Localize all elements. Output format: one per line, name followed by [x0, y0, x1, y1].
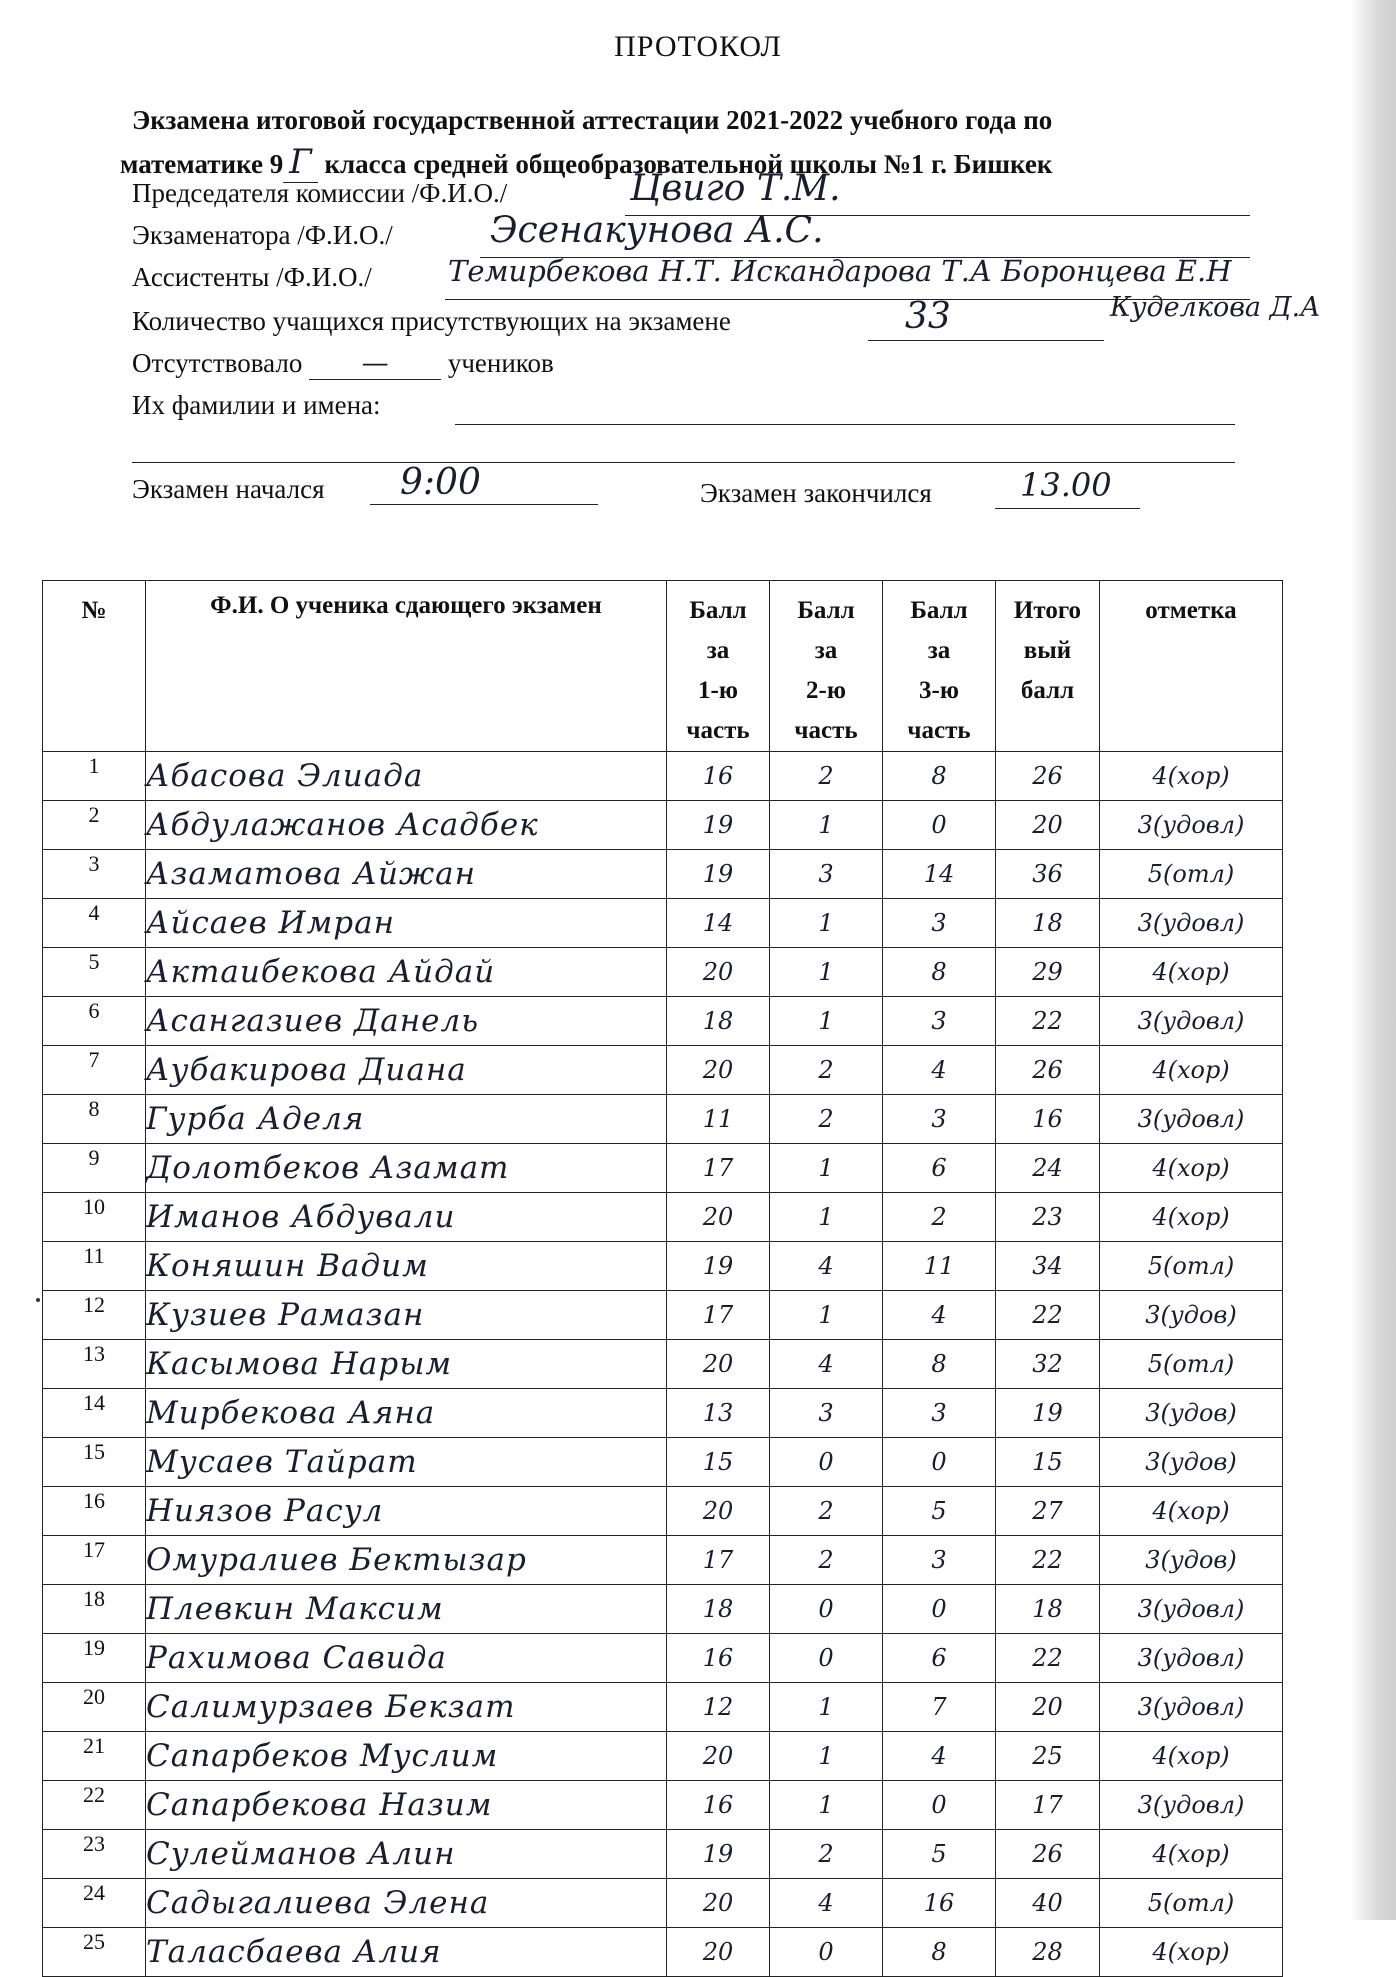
cell-grade: 5(отл)	[1100, 1340, 1283, 1389]
assistants-value: Темирбекова Н.Т. Искандарова Т.А Боронцева Е.Н	[448, 254, 1232, 288]
chair-value: Цвиго Т.М.	[630, 168, 841, 209]
absent-suffix: учеников	[447, 348, 554, 378]
cell-p2: 2	[770, 1046, 883, 1095]
cell-grade: 4(хор)	[1100, 1193, 1283, 1242]
cell-name: Касымова Нарым	[146, 1340, 667, 1389]
cell-n: 15	[43, 1438, 146, 1487]
table-row	[43, 1585, 1283, 1634]
cell-p2: 4	[770, 1879, 883, 1928]
start-value: 9:00	[400, 462, 481, 503]
cell-p1: 20	[667, 948, 770, 997]
header-name-text: Ф.И. О ученика сдающего экзамен	[210, 592, 602, 619]
cell-p1: 19	[667, 1242, 770, 1291]
cell-p2: 2	[770, 1095, 883, 1144]
table-row	[43, 1879, 1283, 1928]
cell-p1: 17	[667, 1291, 770, 1340]
cell-total: 24	[996, 1144, 1100, 1193]
header-line-2	[120, 142, 1052, 182]
cell-total: 27	[996, 1487, 1100, 1536]
cell-total: 36	[996, 850, 1100, 899]
cell-p1: 12	[667, 1683, 770, 1732]
start-underline	[370, 504, 598, 505]
cell-grade: 5(отл)	[1100, 1879, 1283, 1928]
present-value: 33	[905, 296, 951, 337]
header-part1	[667, 581, 770, 752]
cell-p3: 5	[883, 1830, 996, 1879]
cell-n: 5	[43, 948, 146, 997]
cell-name: Таласбаева Алия	[146, 1928, 667, 1977]
cell-p3: 4	[883, 1291, 996, 1340]
table-row	[43, 1193, 1283, 1242]
table-row	[43, 1389, 1283, 1438]
cell-p2: 1	[770, 948, 883, 997]
header-part3-l2: за	[927, 637, 951, 664]
header-part2-l1: Балл	[797, 597, 855, 624]
cell-p2: 1	[770, 997, 883, 1046]
cell-p2: 0	[770, 1585, 883, 1634]
cell-grade: 3(удовл)	[1100, 1095, 1283, 1144]
cell-p1: 14	[667, 899, 770, 948]
cell-p1: 16	[667, 1634, 770, 1683]
cell-p3: 5	[883, 1487, 996, 1536]
header-part3-l3: 3-ю	[919, 677, 959, 704]
header-total-l1: Итого	[1013, 597, 1082, 624]
cell-p1: 19	[667, 801, 770, 850]
cell-p3: 7	[883, 1683, 996, 1732]
cell-n: 19	[43, 1634, 146, 1683]
cell-p3: 4	[883, 1732, 996, 1781]
cell-p3: 3	[883, 1389, 996, 1438]
header-part1-l1: Балл	[689, 597, 747, 624]
cell-total: 20	[996, 1683, 1100, 1732]
cell-total: 22	[996, 997, 1100, 1046]
cell-total: 23	[996, 1193, 1100, 1242]
header-name	[146, 581, 667, 752]
cell-p1: 20	[667, 1732, 770, 1781]
cell-p3: 16	[883, 1879, 996, 1928]
cell-total: 17	[996, 1781, 1100, 1830]
header-part3-l1: Балл	[910, 597, 968, 624]
cell-total: 18	[996, 899, 1100, 948]
cell-p1: 18	[667, 1585, 770, 1634]
table-row	[43, 1291, 1283, 1340]
cell-p1: 20	[667, 1193, 770, 1242]
table-header-row	[43, 581, 1283, 752]
cell-name: Иманов Абдували	[146, 1193, 667, 1242]
table-row	[43, 899, 1283, 948]
cell-p2: 4	[770, 1242, 883, 1291]
cell-grade: 3(удов)	[1100, 1291, 1283, 1340]
cell-p2: 2	[770, 1830, 883, 1879]
cell-grade: 5(отл)	[1100, 850, 1283, 899]
header-total-l2: вый	[1023, 637, 1072, 664]
cell-name: Сулейманов Алин	[146, 1830, 667, 1879]
header-part2	[770, 581, 883, 752]
cell-name: Мусаев Тайрат	[146, 1438, 667, 1487]
cell-grade: 3(удовл)	[1100, 1781, 1283, 1830]
absent-label	[132, 348, 554, 380]
end-label: Экзамен закончился	[700, 478, 932, 508]
cell-total: 22	[996, 1291, 1100, 1340]
table-row	[43, 1634, 1283, 1683]
table-row	[43, 1928, 1283, 1977]
cell-total: 16	[996, 1095, 1100, 1144]
cell-p3: 3	[883, 899, 996, 948]
table-row	[43, 1683, 1283, 1732]
cell-name: Сапарбекова Назим	[146, 1781, 667, 1830]
cell-p2: 1	[770, 1193, 883, 1242]
header-part1-l4: часть	[686, 717, 750, 744]
results-table	[42, 580, 1283, 1977]
cell-p1: 13	[667, 1389, 770, 1438]
cell-grade: 4(хор)	[1100, 1830, 1283, 1879]
cell-p3: 0	[883, 1438, 996, 1487]
page-edge-shadow	[1350, 0, 1396, 1920]
cell-n: 20	[43, 1683, 146, 1732]
cell-p1: 17	[667, 1144, 770, 1193]
cell-p1: 15	[667, 1438, 770, 1487]
cell-p2: 1	[770, 801, 883, 850]
cell-p2: 1	[770, 1781, 883, 1830]
cell-n: 22	[43, 1781, 146, 1830]
header-part1-l2: за	[706, 637, 730, 664]
cell-name: Омуралиев Бектызар	[146, 1536, 667, 1585]
cell-total: 26	[996, 1046, 1100, 1095]
end-value: 13.00	[1020, 466, 1112, 504]
cell-p1: 16	[667, 752, 770, 801]
cell-total: 20	[996, 801, 1100, 850]
cell-n: 9	[43, 1144, 146, 1193]
cell-p2: 0	[770, 1438, 883, 1487]
cell-p3: 6	[883, 1144, 996, 1193]
header-total-l3: балл	[1020, 677, 1075, 704]
cell-total: 26	[996, 1830, 1100, 1879]
cell-grade: 3(удовл)	[1100, 801, 1283, 850]
cell-p3: 11	[883, 1242, 996, 1291]
cell-n: 16	[43, 1487, 146, 1536]
table-row	[43, 1438, 1283, 1487]
header-school: класса средней общеобразовательной школы №1 г. Бишкек	[317, 149, 1053, 179]
header-total	[996, 581, 1100, 752]
cell-p3: 8	[883, 1340, 996, 1389]
cell-name: Мирбекова Аяна	[146, 1389, 667, 1438]
cell-p2: 1	[770, 899, 883, 948]
cell-p3: 3	[883, 1095, 996, 1144]
cell-n: 25	[43, 1928, 146, 1977]
cell-grade: 4(хор)	[1100, 1928, 1283, 1977]
table-row	[43, 1830, 1283, 1879]
cell-name: Аубакирова Диана	[146, 1046, 667, 1095]
cell-n: 8	[43, 1095, 146, 1144]
table-row	[43, 1781, 1283, 1830]
cell-p2: 2	[770, 752, 883, 801]
cell-total: 40	[996, 1879, 1100, 1928]
cell-name: Долотбеков Азамат	[146, 1144, 667, 1193]
cell-grade: 4(хор)	[1100, 948, 1283, 997]
cell-grade: 5(отл)	[1100, 1242, 1283, 1291]
cell-name: Айсаев Имран	[146, 899, 667, 948]
cell-p2: 0	[770, 1928, 883, 1977]
cell-n: 10	[43, 1193, 146, 1242]
header-part1-l3: 1-ю	[698, 677, 738, 704]
assistants-value-2: Куделкова Д.А	[1110, 292, 1321, 323]
present-label: Количество учащихся присутствующих на экзамене	[132, 306, 731, 336]
cell-grade: 4(хор)	[1100, 1487, 1283, 1536]
header-part2-l2: за	[814, 637, 838, 664]
header-num: №	[43, 581, 146, 752]
cell-grade: 3(удов)	[1100, 1536, 1283, 1585]
cell-p3: 8	[883, 948, 996, 997]
cell-p1: 20	[667, 1879, 770, 1928]
cell-name: Садыгалиева Элена	[146, 1879, 667, 1928]
cell-total: 32	[996, 1340, 1100, 1389]
table-row	[43, 1487, 1283, 1536]
cell-n: 24	[43, 1879, 146, 1928]
cell-p1: 20	[667, 1928, 770, 1977]
cell-p3: 4	[883, 1046, 996, 1095]
table-row	[43, 850, 1283, 899]
cell-p3: 8	[883, 752, 996, 801]
table-row	[43, 801, 1283, 850]
table-row	[43, 1340, 1283, 1389]
absent-names-label: Их фамилии и имена:	[132, 390, 381, 420]
cell-name: Гурба Аделя	[146, 1095, 667, 1144]
header-part2-l3: 2-ю	[806, 677, 846, 704]
header-subject: математике 9	[120, 149, 284, 179]
class-letter: Г	[283, 142, 318, 183]
stray-mark	[36, 1298, 40, 1302]
cell-n: 7	[43, 1046, 146, 1095]
examiner-label: Экзаменатора /Ф.И.О./	[132, 220, 393, 250]
cell-p2: 1	[770, 1291, 883, 1340]
cell-p1: 16	[667, 1781, 770, 1830]
cell-p2: 1	[770, 1144, 883, 1193]
absent-label-text: Отсутствовало	[132, 348, 303, 378]
cell-p3: 0	[883, 1585, 996, 1634]
cell-p2: 4	[770, 1340, 883, 1389]
cell-name: Коняшин Вадим	[146, 1242, 667, 1291]
absent-names-underline-1	[455, 424, 1235, 425]
cell-name: Актаибекова Айдай	[146, 948, 667, 997]
cell-n: 4	[43, 899, 146, 948]
cell-n: 13	[43, 1340, 146, 1389]
table-row	[43, 1144, 1283, 1193]
cell-p1: 20	[667, 1046, 770, 1095]
cell-p2: 1	[770, 1683, 883, 1732]
table-row	[43, 752, 1283, 801]
cell-grade: 3(удовл)	[1100, 997, 1283, 1046]
cell-total: 34	[996, 1242, 1100, 1291]
cell-name: Абасова Элиада	[146, 752, 667, 801]
cell-p1: 20	[667, 1487, 770, 1536]
cell-name: Сапарбеков Муслим	[146, 1732, 667, 1781]
cell-name: Абдулажанов Асадбек	[146, 801, 667, 850]
cell-name: Кузиев Рамазан	[146, 1291, 667, 1340]
cell-n: 1	[43, 752, 146, 801]
cell-p1: 19	[667, 1830, 770, 1879]
cell-total: 22	[996, 1536, 1100, 1585]
header-part3	[883, 581, 996, 752]
cell-p1: 20	[667, 1340, 770, 1389]
header-grade: отметка	[1100, 581, 1283, 752]
cell-p2: 3	[770, 1389, 883, 1438]
table-row	[43, 1732, 1283, 1781]
cell-name: Азаматова Айжан	[146, 850, 667, 899]
table-row	[43, 948, 1283, 997]
cell-n: 18	[43, 1585, 146, 1634]
table-row	[43, 1046, 1283, 1095]
absent-names-underline-2	[132, 462, 1235, 463]
cell-p1: 11	[667, 1095, 770, 1144]
end-underline	[995, 508, 1140, 509]
cell-total: 19	[996, 1389, 1100, 1438]
cell-n: 11	[43, 1242, 146, 1291]
header-part2-l4: часть	[794, 717, 858, 744]
cell-p1: 17	[667, 1536, 770, 1585]
cell-total: 22	[996, 1634, 1100, 1683]
start-label: Экзамен начался	[132, 474, 325, 504]
table-row	[43, 1536, 1283, 1585]
cell-p3: 8	[883, 1928, 996, 1977]
cell-name: Асангазиев Данель	[146, 997, 667, 1046]
cell-grade: 3(удов)	[1100, 1438, 1283, 1487]
cell-n: 14	[43, 1389, 146, 1438]
cell-total: 15	[996, 1438, 1100, 1487]
cell-n: 3	[43, 850, 146, 899]
table-row	[43, 997, 1283, 1046]
cell-p1: 18	[667, 997, 770, 1046]
cell-p2: 2	[770, 1536, 883, 1585]
cell-grade: 3(удовл)	[1100, 1585, 1283, 1634]
cell-total: 25	[996, 1732, 1100, 1781]
cell-n: 2	[43, 801, 146, 850]
cell-total: 26	[996, 752, 1100, 801]
cell-n: 23	[43, 1830, 146, 1879]
cell-name: Салимурзаев Бекзат	[146, 1683, 667, 1732]
cell-p2: 1	[770, 1732, 883, 1781]
cell-n: 21	[43, 1732, 146, 1781]
cell-p1: 19	[667, 850, 770, 899]
cell-n: 6	[43, 997, 146, 1046]
cell-p3: 14	[883, 850, 996, 899]
cell-name: Рахимова Савида	[146, 1634, 667, 1683]
present-underline	[868, 340, 1104, 341]
cell-total: 29	[996, 948, 1100, 997]
examiner-value: Эсенакунова А.С.	[490, 210, 824, 251]
absent-value: —	[309, 348, 441, 380]
chair-label: Председателя комиссии /Ф.И.О./	[132, 178, 508, 208]
cell-grade: 4(хор)	[1100, 1046, 1283, 1095]
header-part3-l4: часть	[907, 717, 971, 744]
header-line-1: Экзамена итоговой государственной аттестации 2021-2022 учебного года по	[132, 105, 1053, 135]
assistants-label: Ассистенты /Ф.И.О./	[132, 262, 372, 292]
cell-p3: 0	[883, 801, 996, 850]
cell-grade: 3(удовл)	[1100, 899, 1283, 948]
cell-n: 12	[43, 1291, 146, 1340]
cell-name: Ниязов Расул	[146, 1487, 667, 1536]
document-title: ПРОТОКОЛ	[614, 30, 782, 63]
cell-grade: 4(хор)	[1100, 752, 1283, 801]
cell-p3: 6	[883, 1634, 996, 1683]
cell-grade: 3(удовл)	[1100, 1683, 1283, 1732]
cell-grade: 4(хор)	[1100, 1144, 1283, 1193]
table-row	[43, 1242, 1283, 1291]
cell-p2: 0	[770, 1634, 883, 1683]
cell-p3: 0	[883, 1781, 996, 1830]
cell-total: 18	[996, 1585, 1100, 1634]
cell-p3: 3	[883, 1536, 996, 1585]
cell-grade: 4(хор)	[1100, 1732, 1283, 1781]
cell-n: 17	[43, 1536, 146, 1585]
cell-grade: 3(удов)	[1100, 1389, 1283, 1438]
table-row	[43, 1095, 1283, 1144]
cell-p3: 3	[883, 997, 996, 1046]
cell-p3: 2	[883, 1193, 996, 1242]
cell-p2: 2	[770, 1487, 883, 1536]
cell-total: 28	[996, 1928, 1100, 1977]
cell-grade: 3(удовл)	[1100, 1634, 1283, 1683]
cell-name: Плевкин Максим	[146, 1585, 667, 1634]
cell-p2: 3	[770, 850, 883, 899]
